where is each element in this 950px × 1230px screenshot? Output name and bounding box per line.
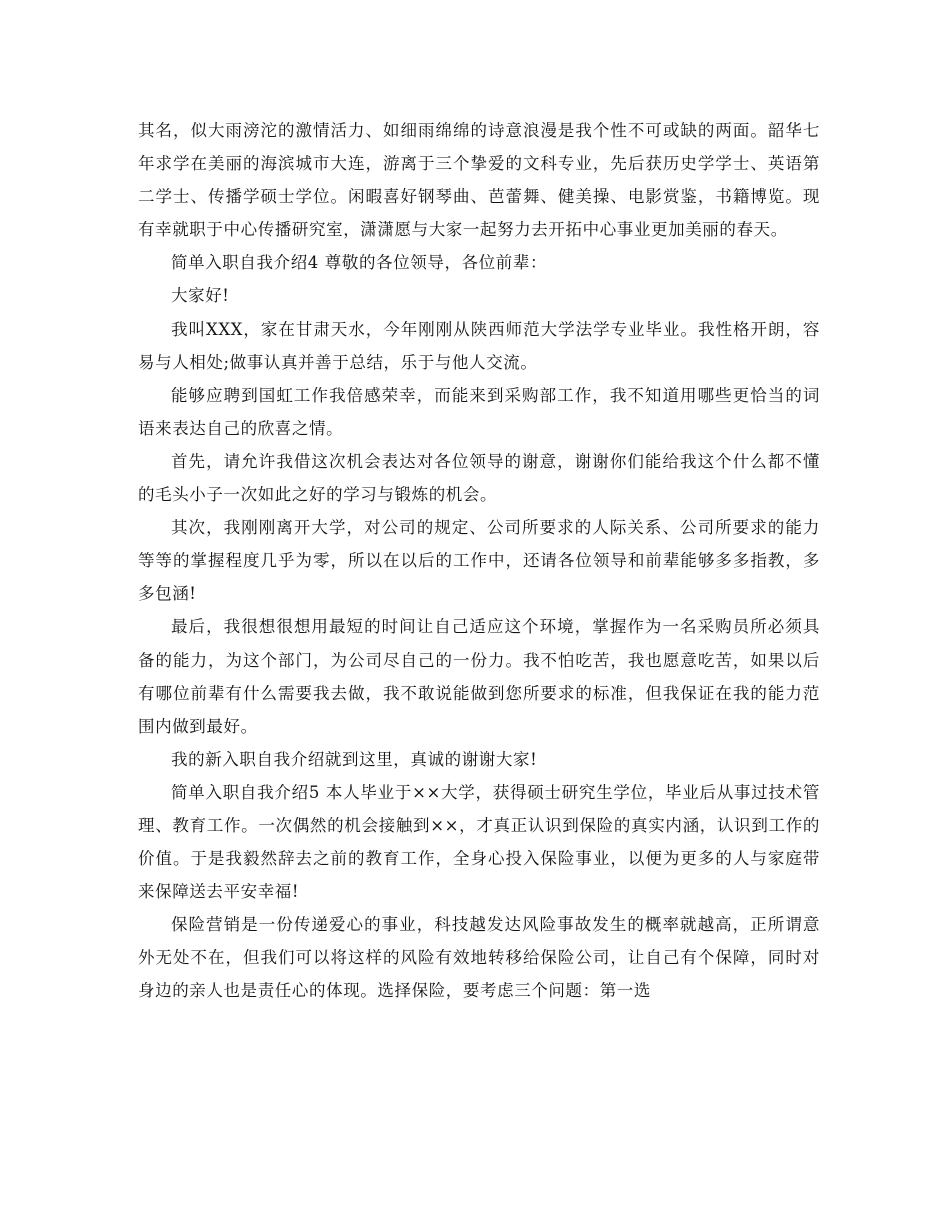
paragraph-3: 大家好! — [171, 286, 230, 306]
paragraph-2: 简单入职自我介绍4 尊敬的各位领导，各位前辈： — [171, 253, 548, 273]
paragraph-7: 其次，我刚刚离开大学，对公司的规定、公司所要求的人际关系、公司所要求的能力等等的掌握程度几乎为零，所以在以后的工作中，还请各位领导和前辈能够多多指教，多多包涵! — [138, 518, 820, 604]
paragraph-5: 能够应聘到国虹工作我倍感荣幸，而能来到采购部工作，我不知道用哪些更恰当的词语来表达自己的欣喜之情。 — [138, 385, 820, 438]
paragraph-6: 首先，请允许我借这次机会表达对各位领导的谢意，谢谢你们能给我这个什么都不懂的毛头小子一次如此之好的学习与锻炼的机会。 — [138, 451, 820, 505]
paragraph-10: 简单入职自我介绍5 本人毕业于××大学，获得硕士研究生学位，毕业后从事过技术管理、教育工作。一次偶然的机会接触到××，才真正认识到保险的真实内涵，认识到工作的价值。于是我毅然辞去之前的教育工作，全身心投入保险事业，以便为更多的人与家庭带来保障送去平安幸福! — [138, 782, 820, 902]
paragraph-4: 我叫XXX，家在甘肃天水，今年刚刚从陕西师范大学法学专业毕业。我性格开朗，容易与人相处;做事认真并善于总结，乐于与他人交流。 — [138, 319, 820, 372]
paragraph-9: 我的新入职自我介绍就到这里，真诚的谢谢大家! — [171, 749, 538, 769]
paragraph-8: 最后，我很想很想用最短的时间让自己适应这个环境，掌握作为一名采购员所必须具备的能力，为这个部门，为公司尽自己的一份力。我不怕吃苦，我也愿意吃苦，如果以后有哪位前辈有什么需要我去做，我不敢说能做到您所要求的标准，但我保证在我的能力范围内做到最好。 — [138, 617, 820, 736]
document-body — [138, 114, 820, 1008]
paragraph-1: 其名，似大雨滂沱的激情活力、如细雨绵绵的诗意浪漫是我个性不可或缺的两面。韶华七年求学在美丽的海滨城市大连，游离于三个挚爱的文科专业，先后获历史学学士、英语第二学士、传播学硕士学位。闲暇喜好钢琴曲、芭蕾舞、健美操、电影赏鉴，书籍博览。现有幸就职于中心传播研究室，潇潇愿与大家一起努力去开拓中心事业更加美丽的春天。 — [138, 121, 820, 240]
paragraph-11: 保险营销是一份传递爱心的事业，科技越发达风险事故发生的概率就越高，正所谓意外无处不在，但我们可以将这样的风险有效地转移给保险公司，让自己有个保障，同时对身边的亲人也是责任心的体现。选择保险，要考虑三个问题：第一选 — [138, 915, 820, 1001]
